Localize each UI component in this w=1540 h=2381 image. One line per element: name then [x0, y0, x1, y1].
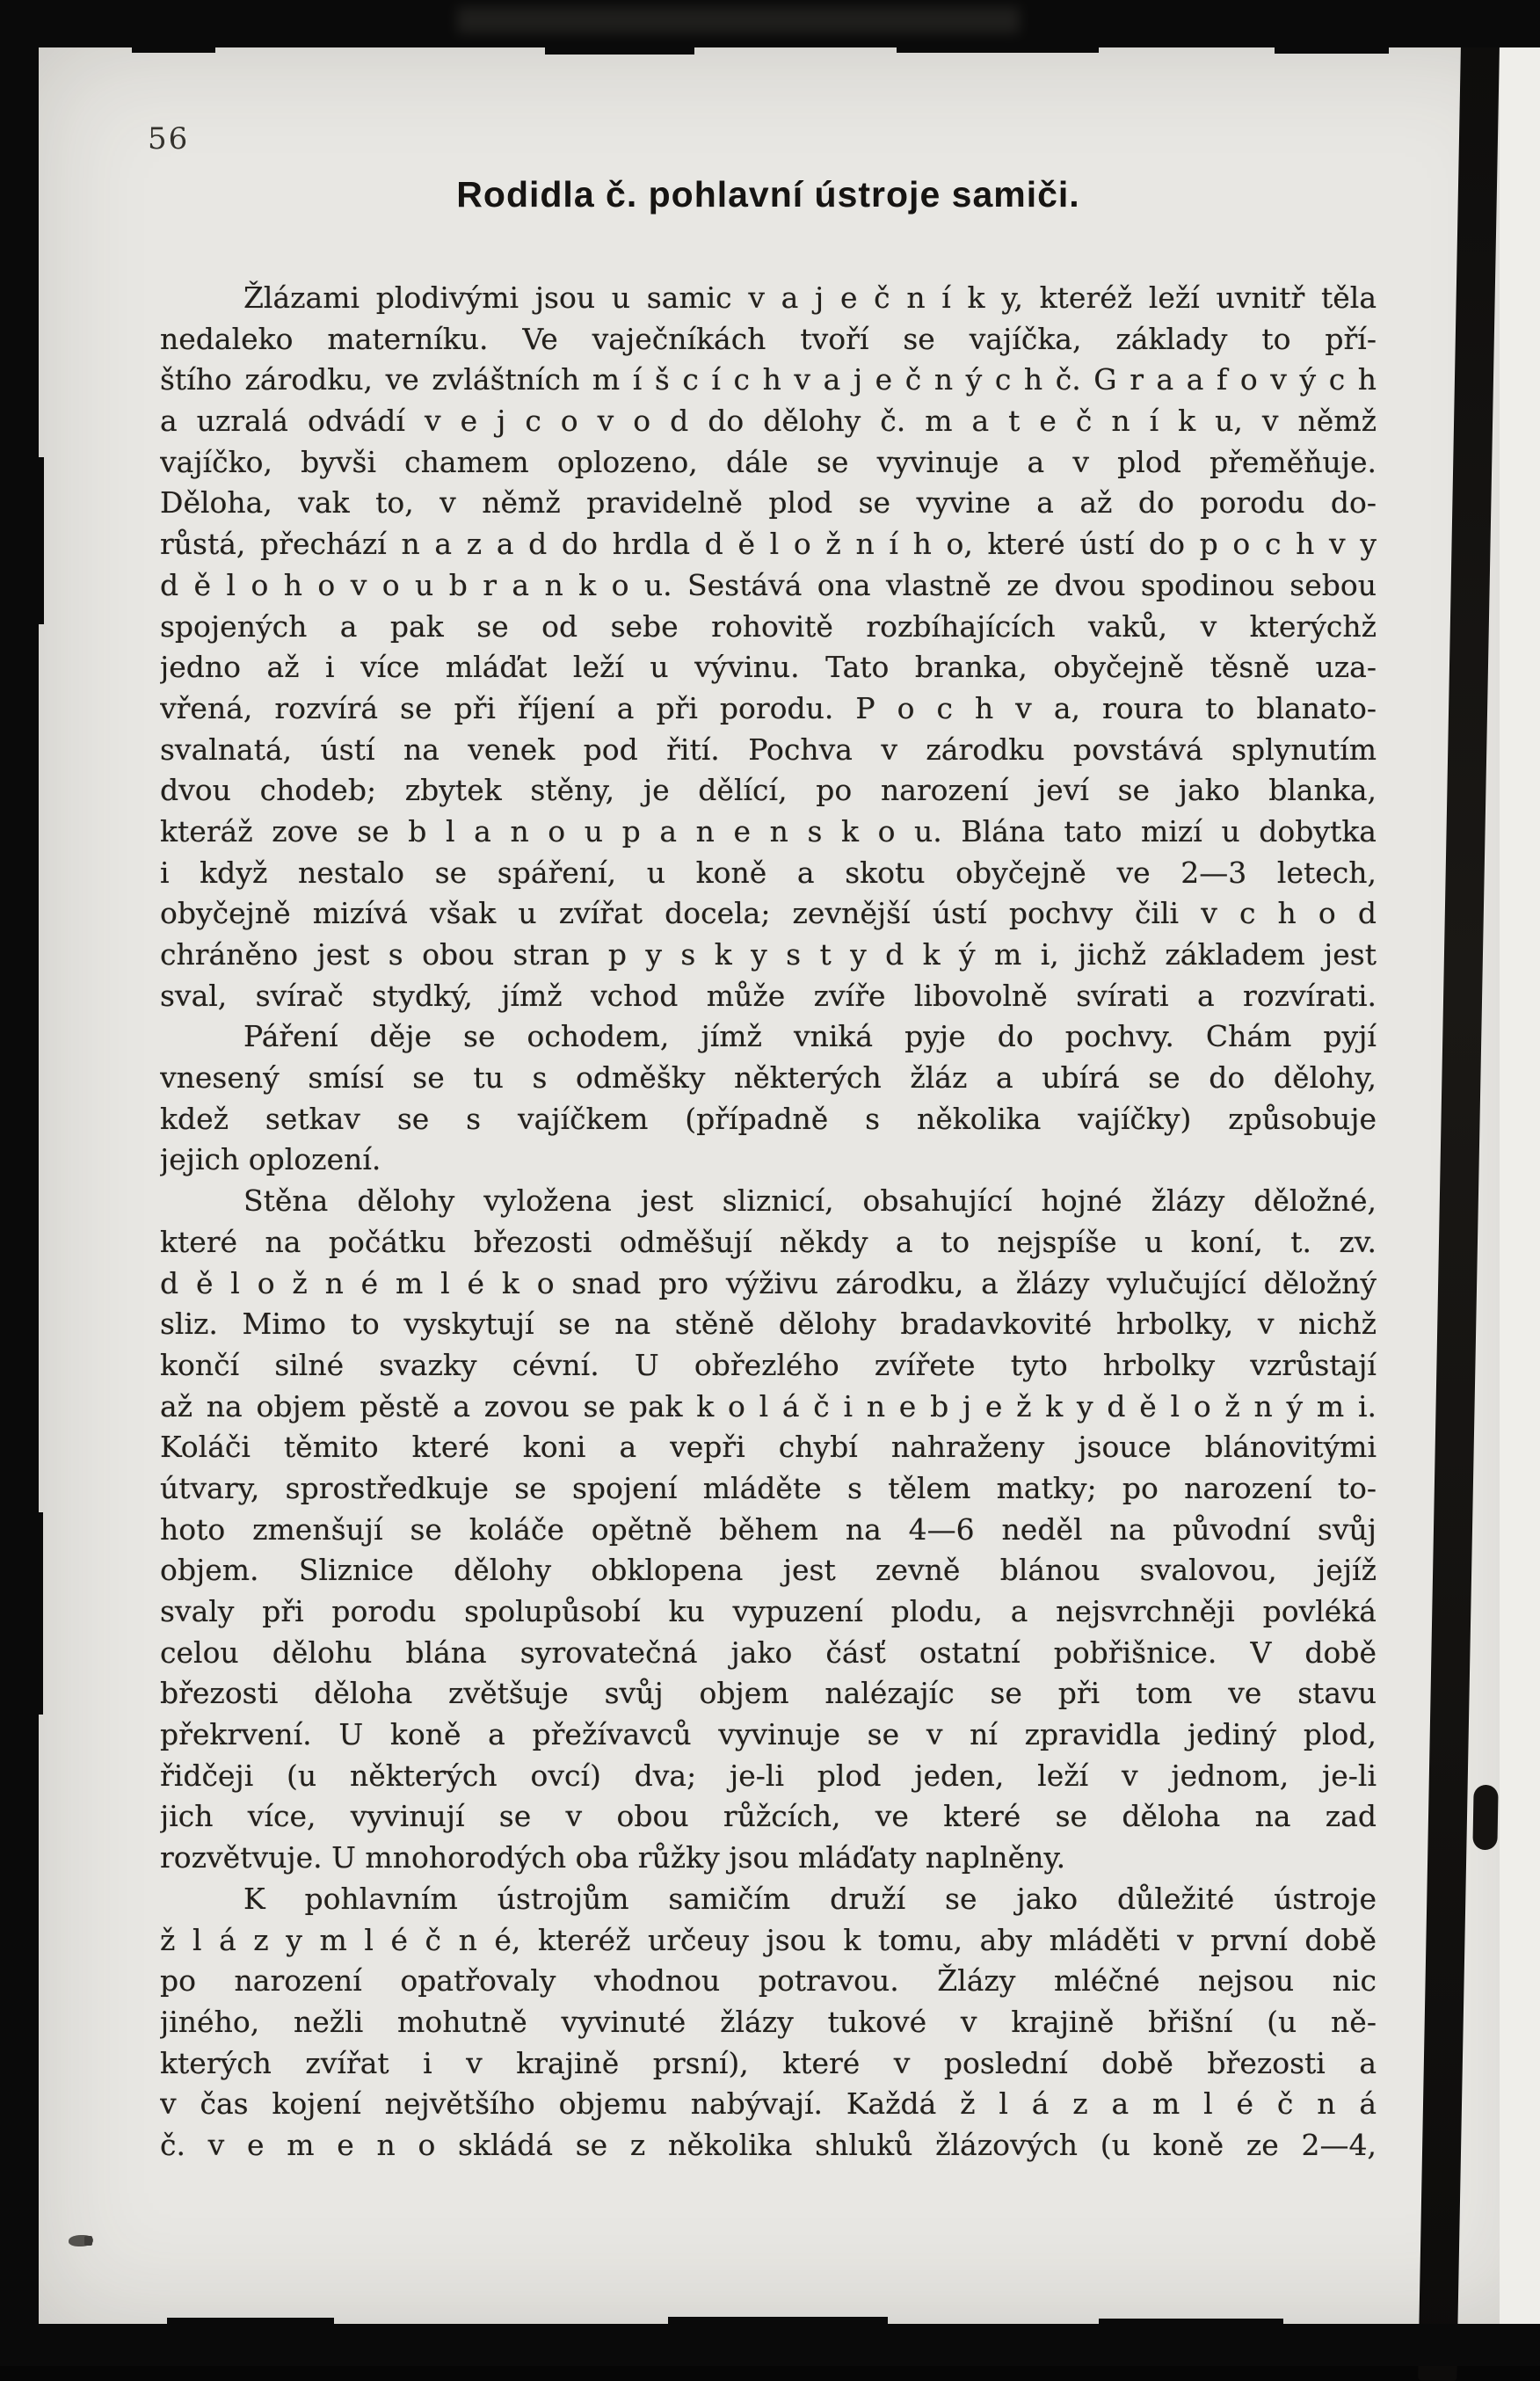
text-line: kdež setkav se s vajíčkem (případně s několika vajíčky) způsobuje	[160, 1101, 1377, 1136]
scan-artifact	[457, 7, 1020, 33]
text-line: celou dělohu blána syrovatečná jako čásť ostatní pobřišnice. V době	[160, 1635, 1377, 1670]
page-body	[160, 278, 1377, 2166]
text-line: útvary, sprostředkuje se spojení mláděte s tělem matky; po narození to-	[160, 1470, 1377, 1505]
text-line: i když nestalo se spáření, u koně a skotu obyčejně ve 2—3 letech,	[160, 855, 1377, 890]
text-line: po narození opatřovaly vhodnou potravou. Žlázy mléčné nejsou nic	[160, 1963, 1377, 1999]
text-line: rozvětvuje. U mnohorodých oba růžky jsou mláďaty naplněny.	[160, 1840, 1066, 1875]
page-heading: Rodidla č. pohlavní ústroje samiči.	[456, 174, 1080, 215]
scan-artifact	[1472, 1785, 1498, 1850]
text-line: Páření děje se ochodem, jímž vniká pyje do pochvy. Chám pyjí	[243, 1019, 1377, 1054]
text-line: až na objem pěstě a zovou se pak k o l á č i n e b j e ž k y d ě l o ž n ý m i.	[160, 1388, 1377, 1424]
page-edge-strip	[1500, 47, 1540, 2324]
scan-artifact	[545, 47, 694, 55]
text-line: vřená, rozvírá se při říjení a při porodu. P o c h v a, roura to blanato-	[160, 690, 1377, 725]
text-line: jedno až i více mláďat leží u vývinu. Tato branka, obyčejně těsně uza-	[160, 650, 1377, 685]
text-line: jiného, nežli mohutně vyvinuté žlázy tukové v krajině břišní (u ně-	[160, 2004, 1377, 2039]
text-line: Stěna dělohy vyložena jest sliznicí, obsahující hojné žlázy děložné,	[243, 1183, 1377, 1219]
paragraph	[160, 1181, 1377, 1879]
text-line: svaly při porodu spolupůsobí ku vypuzení plodu, a nejsvrchněji povléká	[160, 1594, 1377, 1628]
scan-artifact	[39, 457, 44, 624]
scan-border-left	[0, 0, 39, 2366]
text-line: Žlázami plodivými jsou u samic v a j e č n í k y, kteréž leží uvnitř těla	[243, 280, 1377, 315]
text-line: hoto zmenšují se koláče opětně během na 4—6 neděl na původní svůj	[160, 1511, 1377, 1547]
text-line: vnesený smísí se tu s odměšky některých žláz a ubírá se do dělohy,	[160, 1060, 1377, 1096]
text-line: dvou chodeb; zbytek stěny, je dělící, po narození jeví se jako blanka,	[160, 773, 1377, 808]
scan-artifact	[39, 1512, 43, 1715]
text-line: K pohlavním ústrojům samičím druží se jako důležité ústroje	[243, 1881, 1377, 1916]
text-line: d ě l o ž n é m l é k o snad pro výživu zárodku, a žlázy vylučující děložný	[160, 1265, 1377, 1300]
text-line: štího zárodku, ve zvláštních m í š c í c h v a j e č n ý c h č. G r a a f o v ý c h	[160, 362, 1377, 397]
text-line: nedaleko materníku. Ve vaječníkách tvoří se vajíčka, základy to pří-	[160, 321, 1377, 356]
scan-artifact	[1275, 47, 1389, 54]
scan-artifact	[132, 47, 215, 53]
text-line: obyčejně mizívá však u zvířat docela; zevnější ústí pochvy čili v c h o d	[160, 896, 1377, 931]
text-line: a uzralá odvádí v e j c o v o d do dělohy č. m a t e č n í k u, v němž	[160, 404, 1377, 439]
scan-artifact	[897, 47, 1099, 53]
text-line: spojených a pak se od sebe rohovitě rozbíhajících vaků, v kterýchž	[160, 608, 1377, 644]
text-line: jich více, vyvinují se v obou růžcích, ve které se děloha na zad	[160, 1799, 1377, 1834]
ink-smudge	[69, 2235, 93, 2246]
text-line: překrvení. U koně a přežívavců vyvinuje se v ní zpravidla jediný plod,	[160, 1717, 1377, 1752]
page-number: 56	[148, 121, 190, 157]
text-line: d ě l o h o v o u b r a n k o u. Sestává ona vlastně ze dvou spodinou sebou	[160, 567, 1377, 602]
scan-artifact	[167, 2318, 334, 2326]
text-line: sval, svírač stydký, jímž vchod může zvíře libovolně svírati a rozvírati.	[160, 978, 1377, 1013]
scan-artifact	[668, 2317, 888, 2327]
paragraph	[160, 278, 1377, 1016]
text-line: v čas kojení největšího objemu nabývají. Každá ž l á z a m l é č n á	[160, 2086, 1377, 2122]
text-line: objem. Sliznice dělohy obklopena jest zevně blánou svalovou, jejíž	[160, 1553, 1377, 1588]
text-line: sliz. Mimo to vyskytují se na stěně dělohy bradavkovité hrbolky, v nichž	[160, 1307, 1377, 1342]
text-line: č. v e m e n o skládá se z několika shluků žlázových (u koně ze 2—4,	[160, 2127, 1377, 2162]
text-line: březosti děloha zvětšuje svůj objem nalézajíc se při tom ve stavu	[160, 1676, 1377, 1711]
text-line: ž l á z y m l é č n é, kteréž určeuy jsou k tomu, aby mláděti v první době	[160, 1922, 1377, 1957]
text-line: svalnatá, ústí na venek pod řití. Pochva v zárodku povstává splynutím	[160, 732, 1377, 767]
text-line: končí silné svazky cévní. U obřezlého zvířete tyto hrbolky vzrůstají	[160, 1347, 1377, 1382]
text-line: které na počátku březosti odměšují někdy a to nejspíše u koní, t. zv.	[160, 1224, 1377, 1259]
text-line: řidčeji (u některých ovcí) dva; je-li plod jeden, leží v jednom, je-li	[160, 1758, 1377, 1793]
scan-border-top	[0, 0, 1540, 47]
scan-border-bottom	[0, 2324, 1540, 2366]
text-line: jejich oplození.	[160, 1142, 381, 1177]
text-line: růstá, přechází n a z a d do hrdla d ě l o ž n í h o, které ústí do p o c h v y	[160, 527, 1377, 562]
text-line: chráněno jest s obou stran p y s k y s t y d k ý m i, jichž základem jest	[160, 937, 1377, 972]
text-line: kterých zvířat i v krajině prsní), které v poslední době březosti a	[160, 2045, 1377, 2080]
text-line: kteráž zove se b l a n o u p a n e n s k o u. Blána tato mizí u dobytka	[160, 813, 1377, 848]
text-line: Koláči těmito které koni a vepři chybí nahraženy jsouce blánovitými	[160, 1430, 1377, 1465]
paragraph	[160, 1879, 1377, 2166]
paragraph	[160, 1016, 1377, 1181]
scan-artifact	[1099, 2319, 1283, 2326]
text-line: Děloha, vak to, v němž pravidelně plod se vyvine a až do porodu do-	[160, 485, 1377, 521]
text-line: vajíčko, byvši chamem oplozeno, dále se vyvinuje a v plod přeměňuje.	[160, 444, 1377, 479]
